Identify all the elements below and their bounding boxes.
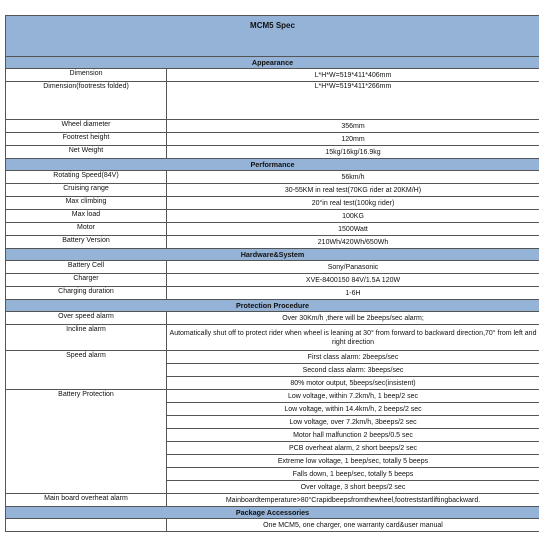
spec-value: Over voltage, 3 short beeps/2 sec [167,481,539,494]
spec-value: L*H*W=519*411*406mm [167,69,539,82]
spec-row [6,494,539,507]
spec-value: Low voltage, over 7.2km/h, 3beeps/2 sec [167,416,539,429]
spec-label: Charging duration [6,287,167,300]
spec-label: Battery Version [6,236,167,249]
spec-value: 1-6H [167,287,539,300]
spec-row [6,287,539,300]
spec-label: Wheel diameter [6,120,167,133]
spec-value: 1500Watt [167,223,539,236]
spec-label: Max climbing [6,197,167,210]
spec-row [6,223,539,236]
spec-row [6,171,539,184]
spec-label: Battery Protection [6,390,167,494]
spec-value: 80% motor output, 5beeps/sec(insistent) [167,377,539,390]
section-header-protection-procedure [6,300,539,312]
spec-value: 120mm [167,133,539,146]
spec-label: Incline alarm [6,325,167,351]
spec-value: Sony/Panasonic [167,261,539,274]
section-header-hardware-system [6,249,539,261]
spec-label: Charger [6,274,167,287]
spec-row [6,274,539,287]
spec-value: 15kg/16kg/16.9kg [167,146,539,159]
spec-row [6,519,539,532]
spec-value: Automatically shut off to protect rider when wheel is leaning at 30° from forward to backward direction,70° from left and right direction [167,325,539,351]
spec-value: Second class alarm: 3beeps/sec [167,364,539,377]
spec-value: PCB overheat alarm, 2 short beeps/2 sec [167,442,539,455]
spec-label: Battery Cell [6,261,167,274]
spec-label: Footrest height [6,133,167,146]
spec-value: Mainboardtemperature>80°Crapidbeepsfromthewheel,footreststartliftingbackward. [167,494,539,507]
spec-label: Motor [6,223,167,236]
spec-value: Low voltage, within 14.4km/h, 2 beeps/2 sec [167,403,539,416]
section-header-performance [6,159,539,171]
spec-value: 210Wh/420Wh/650Wh [167,236,539,249]
spec-value: 56km/h [167,171,539,184]
section-title: Package Accessories [6,507,539,519]
spec-value: Falls down, 1 beep/sec, totally 5 beeps [167,468,539,481]
spec-value: 20°in real test(100kg rider) [167,197,539,210]
spec-row [6,390,539,403]
spec-value: One MCM5, one charger, one warranty card&user manual [167,519,539,532]
spec-label: Net Weight [6,146,167,159]
spec-row [6,210,539,223]
spec-table [5,15,539,532]
spec-value: XVE-8400150 84V/1.5A 120W [167,274,539,287]
spec-value: Over 30Km/h ,there will be 2beeps/sec alarm; [167,312,539,325]
spec-label: Cruising range [6,184,167,197]
spec-row [6,325,539,351]
spec-label: Max load [6,210,167,223]
spec-row [6,351,539,364]
spec-value: 30-55KM in real test(70KG rider at 20KM/H) [167,184,539,197]
spec-row [6,133,539,146]
section-title: Appearance [6,57,539,69]
spec-row [6,312,539,325]
spec-value: First class alarm: 2beeps/sec [167,351,539,364]
spec-value: L*H*W=519*411*266mm [167,82,539,120]
spec-row [6,197,539,210]
spec-value: 356mm [167,120,539,133]
spec-value: Motor hall malfunction 2 beeps/0.5 sec [167,429,539,442]
spec-value: 100KG [167,210,539,223]
spec-label: Over speed alarm [6,312,167,325]
section-header-package-accessories [6,507,539,519]
spec-label: Dimension(footrests folded) [6,82,167,120]
section-title: Protection Procedure [6,300,539,312]
spec-row [6,69,539,82]
spec-row [6,236,539,249]
spec-label: Main board overheat alarm [6,494,167,507]
spec-label: Dimension [6,69,167,82]
section-title: Performance [6,159,539,171]
spec-label: Rotating Speed(84V) [6,171,167,184]
title-row [6,16,539,57]
spec-value: Low voltage, within 7.2km/h, 1 beep/2 sec [167,390,539,403]
spec-row [6,184,539,197]
spec-row [6,82,539,120]
section-header-appearance [6,57,539,69]
spec-row [6,146,539,159]
section-title: Hardware&System [6,249,539,261]
spec-label [6,519,167,532]
spec-value: Extreme low voltage, 1 beep/sec, totally 5 beeps [167,455,539,468]
spec-label: Speed alarm [6,351,167,390]
spec-title: MCM5 Spec [6,16,539,57]
spec-row [6,120,539,133]
spec-row [6,261,539,274]
